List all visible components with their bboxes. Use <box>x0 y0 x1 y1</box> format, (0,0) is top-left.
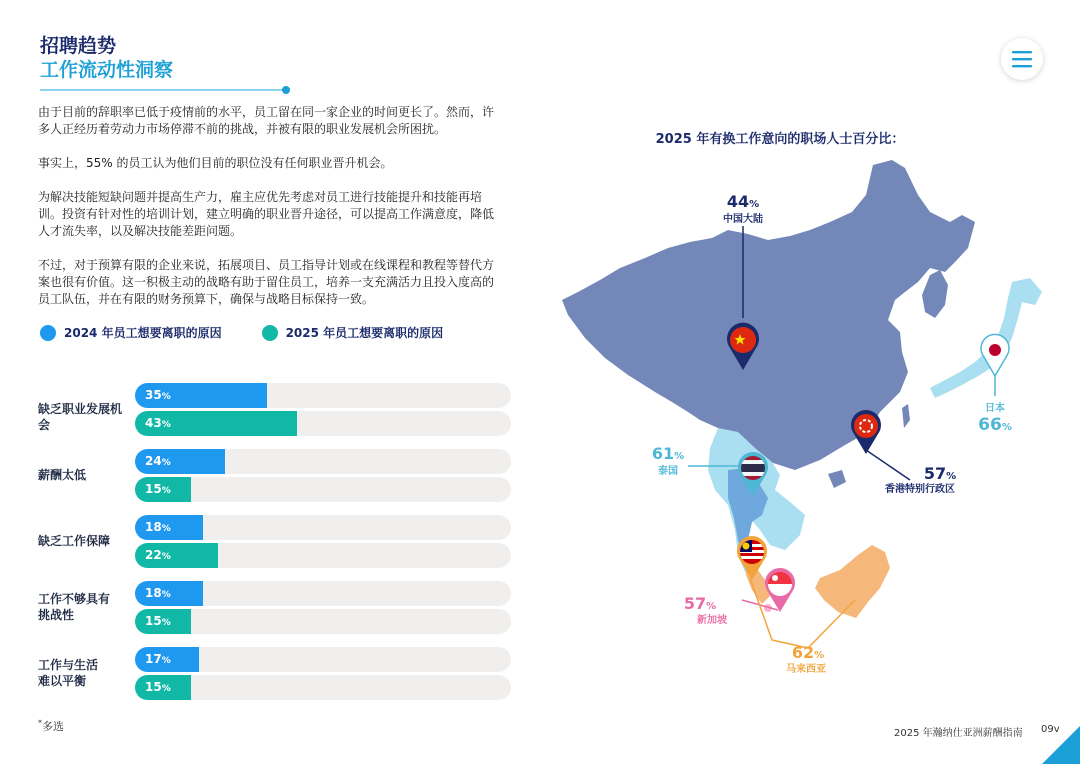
map-value-china-unit: % <box>749 199 760 210</box>
category-label-line: 缺乏工作保障 <box>38 534 111 548</box>
page-title: 招聘趋势 <box>40 35 117 57</box>
map-value-hongkong-num: 57 <box>923 464 947 483</box>
bar-track <box>135 581 511 606</box>
bar-2024 <box>135 449 225 474</box>
map-region-hainan <box>828 470 846 488</box>
map-value-china-num: 44 <box>726 192 750 211</box>
footer-title: 2025 年瀚纳仕亚洲薪酬指南 <box>894 728 1023 739</box>
bar-track <box>135 675 511 700</box>
bar-value-unit: % <box>161 392 171 402</box>
bar-2025 <box>135 477 191 502</box>
bar-track <box>135 477 511 502</box>
bar-value-label: 35 <box>145 388 162 402</box>
category-label-line: 挑战性 <box>38 608 75 622</box>
page-number: 09v <box>1041 724 1060 735</box>
thailand-flag-icon <box>741 456 765 480</box>
bar-track <box>135 609 511 634</box>
pin-malaysia <box>737 536 767 580</box>
bar-value-label: 22 <box>145 548 162 562</box>
map-value-malaysia <box>792 643 824 662</box>
pin-hongkong <box>851 410 881 454</box>
map-value-thailand <box>652 444 684 463</box>
map-label-thailand: 泰国 <box>658 466 678 477</box>
map-value-singapore-num: 57 <box>683 594 707 613</box>
bar-value-unit: % <box>161 420 171 430</box>
map-value-china <box>727 192 759 211</box>
paragraph-2: 事实上，55% 的员工认为他们目前的职位没有任何职业晋升机会。 <box>38 156 393 170</box>
bar-value-unit: % <box>161 684 171 694</box>
footnote-text: 多选 <box>42 720 64 733</box>
map-value-japan-num: 66 <box>978 415 1002 435</box>
category-label <box>38 591 128 623</box>
map-value-thailand-num: 61 <box>651 444 675 463</box>
bar-value-unit: % <box>161 656 171 666</box>
bar-2025 <box>135 675 191 700</box>
map-region-malaysia-borneo <box>815 545 890 618</box>
bar-2024 <box>135 647 199 672</box>
bar-2025 <box>135 411 297 436</box>
bar-value-label: 15 <box>145 482 162 496</box>
paragraph-4: 不过，对于预算有限的企业来说，拓展项目、员工指导计划或在线课程和教程等替代方案也很有价值。这一积极主动的战略有助于留住员工，培养一支充满活力且投入度高的员工队伍，并在有限的财务预算下，确保与战略目标保持一致。 <box>38 258 495 306</box>
category-label <box>38 467 128 483</box>
bar-value-label: 24 <box>145 454 162 468</box>
category-label-line: 缺乏职业发展机会 <box>38 402 123 432</box>
bar-value-unit: % <box>161 524 171 534</box>
bar-track <box>135 449 511 474</box>
bar-value-label: 15 <box>145 680 162 694</box>
map-value-japan <box>978 415 1012 435</box>
map-label-hongkong: 香港特别行政区 <box>885 484 955 495</box>
page-subtitle: 工作流动性洞察 <box>40 59 174 81</box>
bar-value-unit: % <box>161 458 171 468</box>
category-label-line: 工作与生活 <box>38 658 99 672</box>
leader-hk <box>866 450 910 480</box>
category-label-line: 难以平衡 <box>38 674 87 688</box>
singapore-flag-icon <box>768 572 792 596</box>
bar-track <box>135 647 511 672</box>
map-title: 2025 年有换工作意向的职场人士百分比： <box>655 132 905 147</box>
map-label-china: 中国大陆 <box>723 214 763 225</box>
category-label <box>38 657 128 689</box>
bar-value-unit: % <box>161 486 171 496</box>
bar-value-unit: % <box>161 590 171 600</box>
bar-value-label: 15 <box>145 614 162 628</box>
japan-flag-disc-icon <box>989 344 1001 356</box>
map-value-malaysia-unit: % <box>814 650 825 661</box>
reasons-bar-chart <box>0 0 520 764</box>
map-region-korea <box>922 270 948 318</box>
menu-button[interactable] <box>1001 38 1043 80</box>
bar-track <box>135 411 511 436</box>
map-value-hongkong-unit: % <box>946 471 957 482</box>
map-region-china <box>562 160 975 470</box>
legend-label-2025: 2025 年员工想要离职的原因 <box>285 326 444 340</box>
map-value-japan-unit: % <box>1001 422 1012 433</box>
hamburger-icon <box>1012 50 1032 68</box>
bar-2024 <box>135 515 203 540</box>
bar-track <box>135 383 511 408</box>
bar-value-unit: % <box>161 618 171 628</box>
map-value-thailand-unit: % <box>674 451 685 462</box>
bar-2024 <box>135 383 267 408</box>
map-value-singapore-unit: % <box>706 601 717 612</box>
footnote <box>38 718 64 734</box>
map-value-malaysia-num: 62 <box>791 643 815 662</box>
bar-2025 <box>135 543 218 568</box>
map-value-singapore <box>684 594 716 613</box>
map-label-malaysia: 马来西亚 <box>786 664 826 675</box>
footnote-mark: * <box>38 718 42 728</box>
bar-value-label: 18 <box>145 520 162 534</box>
bar-value-label: 17 <box>145 652 162 666</box>
bar-2024 <box>135 581 203 606</box>
bar-value-unit: % <box>161 552 171 562</box>
map-value-hongkong <box>924 464 956 483</box>
bar-value-label: 18 <box>145 586 162 600</box>
category-label-line: 工作不够具有 <box>38 592 111 606</box>
map-label-singapore: 新加坡 <box>697 615 727 626</box>
malaysia-flag-icon <box>740 540 764 564</box>
map-label-japan: 日本 <box>985 403 1005 414</box>
map-region-taiwan <box>902 404 910 428</box>
category-label <box>38 533 128 549</box>
corner-decoration <box>1042 726 1080 764</box>
category-label-line: 薪酬太低 <box>38 468 87 482</box>
paragraph-3: 为解决技能短缺问题并提高生产力，雇主应优先考虑对员工进行技能提升和技能再培训。投资有针对性的培训计划，建立明确的职业晋升途径，可以提高工作满意度，降低人才流失率，以及解决技能差距问题。 <box>38 190 495 238</box>
category-label <box>38 401 128 433</box>
paragraph-1: 由于目前的辞职率已低于疫情前的水平，员工留在同一家企业的时间更长了。然而，许多人正经历着劳动力市场停滞不前的挑战，并被有限的职业发展机会所困扰。 <box>38 105 495 136</box>
bar-2025 <box>135 609 191 634</box>
bar-value-label: 43 <box>145 416 162 430</box>
bar-track <box>135 543 511 568</box>
bar-track <box>135 515 511 540</box>
asia-map <box>540 150 1060 680</box>
legend-label-2024: 2024 年员工想要离职的原因 <box>64 326 222 340</box>
